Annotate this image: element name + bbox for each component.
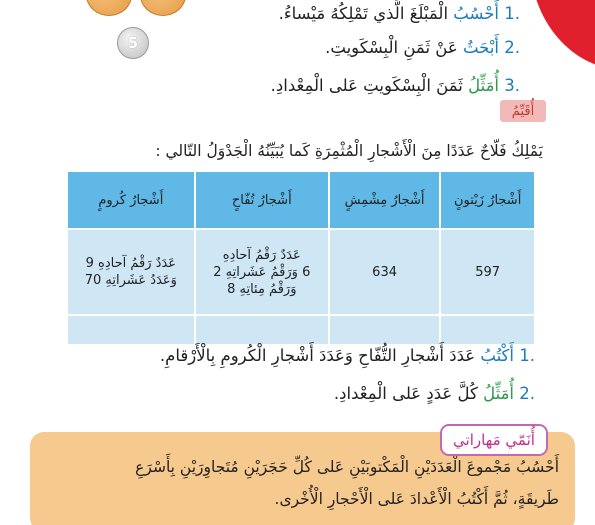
five-coin-icon (117, 27, 149, 59)
intro-sentence: يَمْلِكُ فَلّاحٌ عَدَدًا مِنَ الْأَشْجارِ الْمُثْمِرَةِ كَما يُبَيِّنُهُ الْجَدْوَلُ التّالي : (155, 142, 543, 160)
question-top-1 (279, 4, 520, 23)
question-top-3 (271, 76, 520, 95)
question-number: .2 (504, 38, 520, 57)
assessment-tag: أُقَيِّمُ (500, 100, 546, 122)
cell-vines: عَدَدٌ رَقْمُ آحادِهِ 9 وَعَدَدُ عَشَراتِهِ 70 (67, 229, 195, 315)
red-corner-decoration (530, 0, 595, 70)
question-text: ثَمَنَ الْبِسْكَويتِ عَلى الْمِعْدادِ. (270, 76, 469, 95)
cell-apple: عَدَدٌ رَقْمُ آحادِهِ 6 وَرَقْمُ عَشَراتِهِ 2 وَرَقْمُ مِئاتِهِ 8 (195, 229, 329, 315)
coin-icon (140, 0, 186, 16)
question-top-2 (325, 38, 520, 57)
question-text: الْمَبْلَغَ الَّذي تَمْلِكُهُ مَيْساءُ. (278, 4, 454, 23)
cell-olive: 597 (440, 229, 535, 315)
question-verb: أَكْتُبُ (480, 346, 514, 365)
question-text: كُلَّ عَدَدٍ عَلى الْمِعْدادِ. (333, 384, 484, 403)
skills-text-line-1: أَحْسُبُ مَجْموعَ الْعَدَدَيْنِ الْمَكْتوبَيْنِ عَلى كُلِّ حَجَرَيْنِ مُتَجاوِرَيْنِ بِأَسْرَعِ (135, 458, 559, 476)
question-verb: أُمَثِّلُ (468, 76, 499, 95)
coin-icon (86, 0, 132, 16)
empty-cell (329, 315, 440, 345)
coin-label: 5 (127, 34, 139, 52)
question-number: .1 (519, 346, 535, 365)
trees-table (66, 170, 536, 346)
question-bottom-2 (334, 384, 535, 403)
cell-apricot: 634 (329, 229, 440, 315)
empty-cell (195, 315, 329, 345)
question-text: عَدَدَ أَشْجارِ التُّفّاحِ وَعَدَدَ أَشْجارِ الْكُرومِ بِالْأَرْقامِ. (159, 346, 481, 365)
header-vines: أَشْجارُ كُرومٍ (67, 171, 195, 229)
question-bottom-1 (160, 346, 535, 365)
skills-text-line-2: طَريقَةٍ، ثُمَّ أَكْتُبُ الْأَعْدادَ عَلى الْأَحْجارِ الْأُخْرى. (274, 490, 559, 508)
empty-cell (440, 315, 535, 345)
question-text: عَنْ ثَمَنِ الْبِسْكَويتِ. (325, 38, 463, 57)
empty-cell (67, 315, 195, 345)
question-number: .1 (504, 4, 520, 23)
header-apple: أَشْجارُ تُفّاحٍ (195, 171, 329, 229)
skills-badge: أُنَمّي مَهاراتي (440, 424, 548, 456)
header-olive: أَشْجارُ زَيْتونٍ (440, 171, 535, 229)
header-apricot: أَشْجارُ مِشْمِشٍ (329, 171, 440, 229)
question-verb: أُمَثِّلُ (483, 384, 514, 403)
question-number: .2 (519, 384, 535, 403)
question-verb: أَبْحَثُ (462, 38, 499, 57)
question-verb: أَحْسُبُ (453, 4, 499, 23)
question-number: .3 (504, 76, 520, 95)
